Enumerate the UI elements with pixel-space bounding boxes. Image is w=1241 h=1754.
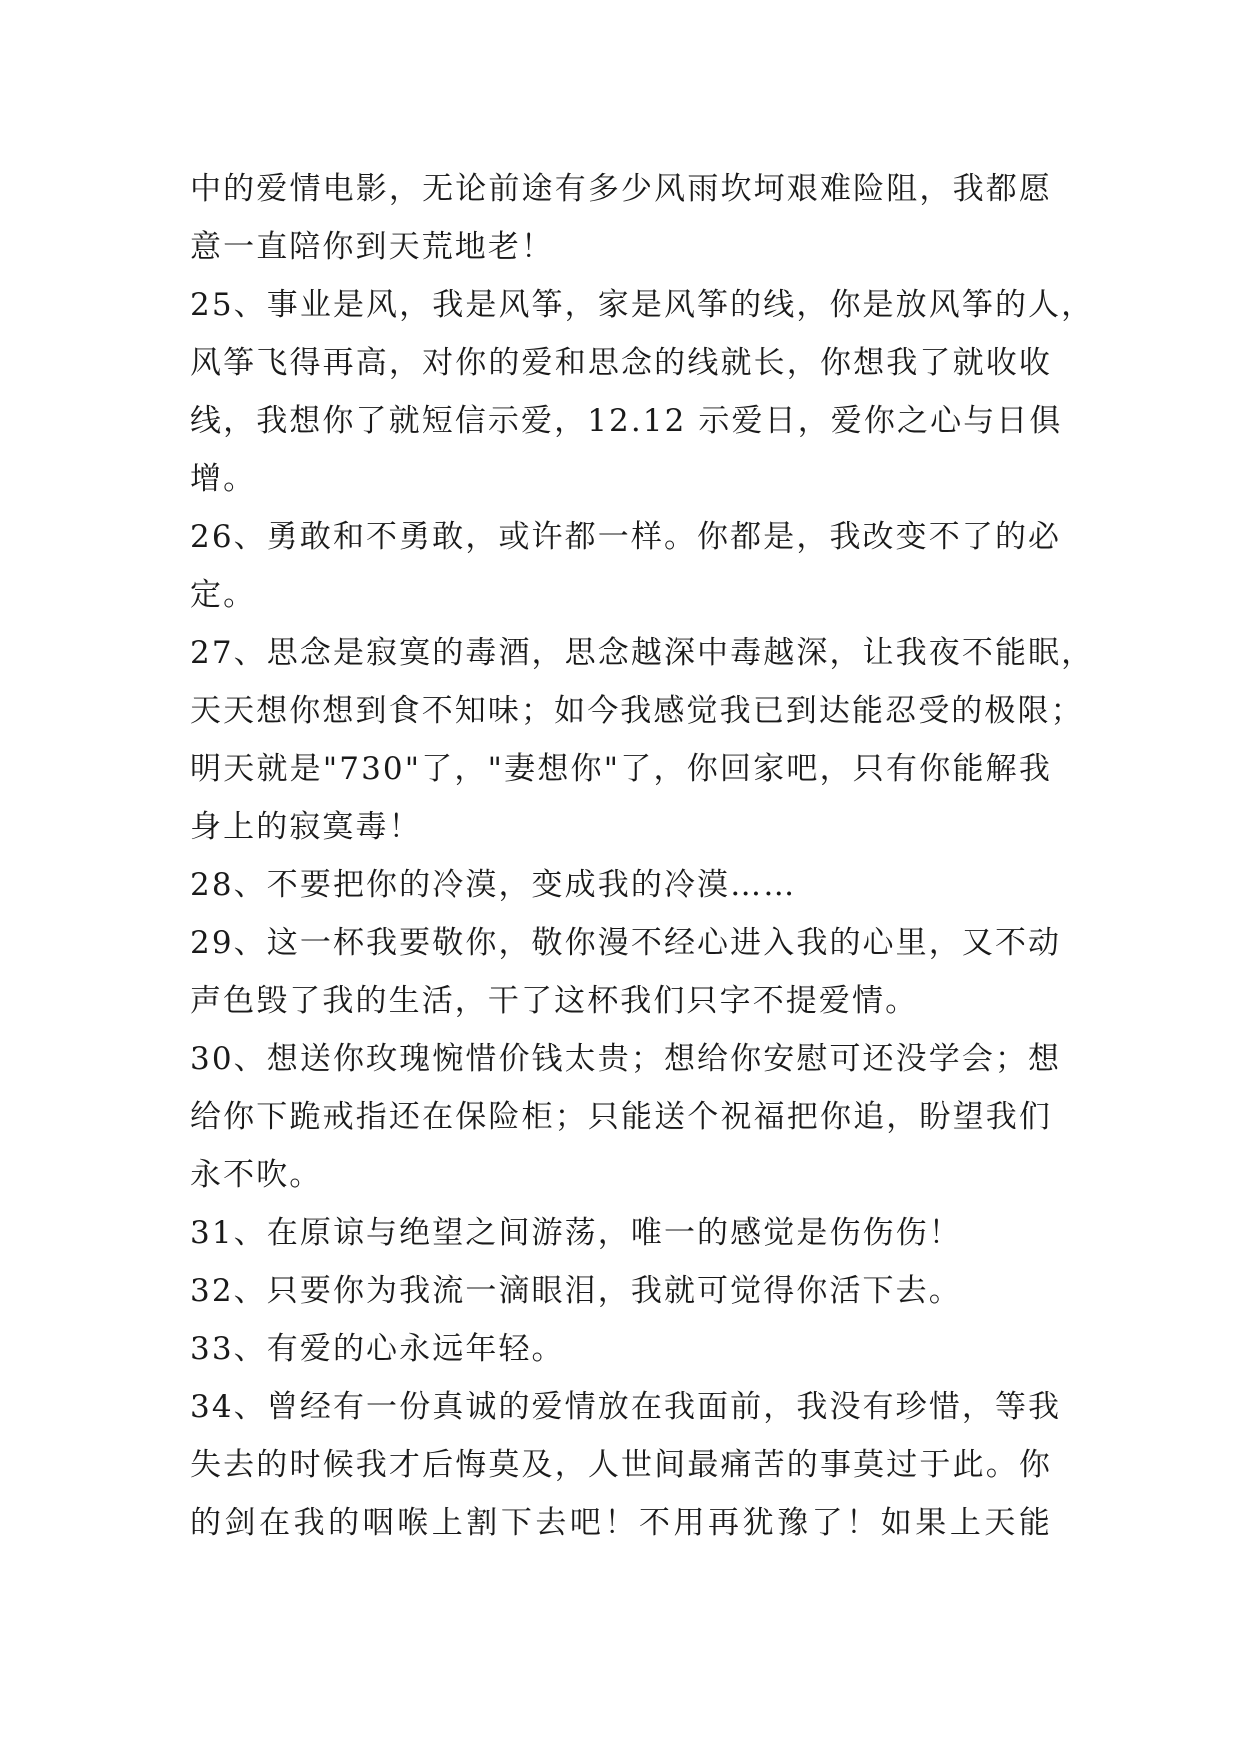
- text-line: 声色毁了我的生活，干了这杯我们只字不提爱情。: [190, 983, 919, 1019]
- text-line: 26、勇敢和不勇敢，或许都一样。你都是，我改变不了的必: [190, 519, 1062, 555]
- text-line: 失去的时候我才后悔莫及，人世间最痛苦的事莫过于此。你: [190, 1447, 1052, 1483]
- text-line: 的剑在我的咽喉上割下去吧！不用再犹豫了！如果上天能: [190, 1505, 1052, 1541]
- text-line: 明天就是"730"了，"妻想你"了，你回家吧，只有你能解我: [190, 751, 1052, 787]
- text-line: 27、思念是寂寞的毒酒，思念越深中毒越深，让我夜不能眠，: [190, 635, 1095, 671]
- text-line: 32、只要你为我流一滴眼泪，我就可觉得你活下去。: [190, 1273, 962, 1309]
- text-line: 意一直陪你到天荒地老！: [190, 229, 555, 265]
- text-line: 线，我想你了就短信示爱，12.12 示爱日，爱你之心与日俱: [190, 403, 1063, 439]
- text-line: 增。: [190, 461, 257, 497]
- text-line: 风筝飞得再高，对你的爱和思念的线就长，你想我了就收收: [190, 345, 1052, 381]
- text-line: 身上的寂寞毒！: [190, 809, 422, 845]
- text-line: 34、曾经有一份真诚的爱情放在我面前，我没有珍惜，等我: [190, 1389, 1062, 1425]
- text-line: 25、事业是风，我是风筝，家是风筝的线，你是放风筝的人，: [190, 287, 1095, 323]
- text-line: 33、有爱的心永远年轻。: [190, 1331, 565, 1367]
- text-line: 定。: [190, 577, 257, 613]
- text-line: 28、不要把你的冷漠，变成我的冷漠……: [190, 867, 797, 903]
- text-line: 永不吹。: [190, 1157, 323, 1193]
- text-line: 天天想你想到食不知味；如今我感觉我已到达能忍受的极限；: [190, 693, 1084, 729]
- text-line: 给你下跪戒指还在保险柜；只能送个祝福把你追，盼望我们: [190, 1099, 1052, 1135]
- text-line: 29、这一杯我要敬你，敬你漫不经心进入我的心里，又不动: [190, 925, 1062, 961]
- text-line: 30、想送你玫瑰惋惜价钱太贵；想给你安慰可还没学会；想: [190, 1041, 1062, 1077]
- document-body: [190, 160, 1095, 1552]
- text-line: 中的爱情电影，无论前途有多少风雨坎坷艰难险阻，我都愿: [190, 171, 1052, 207]
- text-line: 31、在原谅与绝望之间游荡，唯一的感觉是伤伤伤！: [190, 1215, 962, 1251]
